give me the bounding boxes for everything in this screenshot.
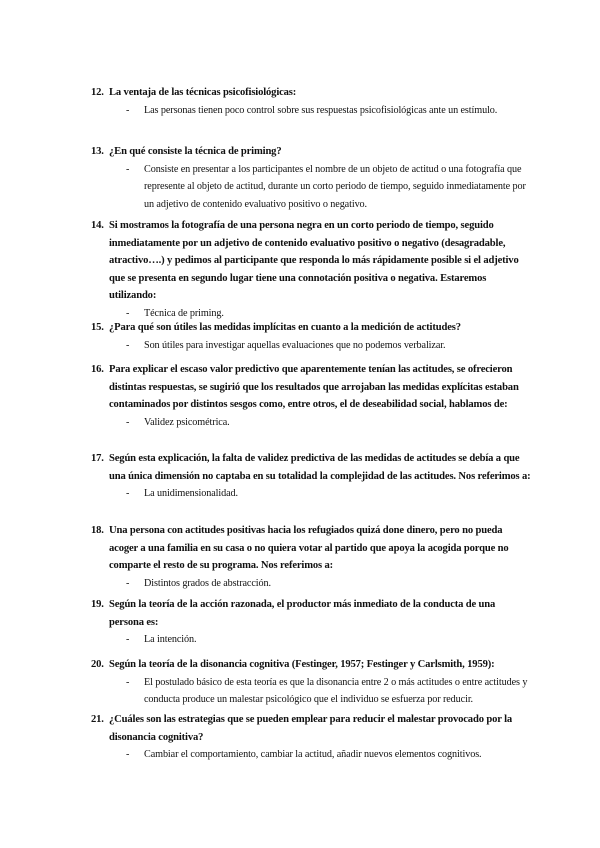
answer-text: La unidimensionalidad. [144, 488, 238, 499]
answer-text: Las personas tienen poco control sobre sus respuestas psicofisiológicas ante un estímulo. [144, 104, 498, 116]
answer-text: Validez psicométrica. [144, 416, 230, 428]
question-item [91, 143, 531, 213]
answer-item [126, 102, 531, 120]
question-heading [91, 711, 531, 746]
question-text: Según la teoría de la acción razonada, el productor más inmediato de la conducta de una persona es: [109, 599, 496, 628]
question-text: Una persona con actitudes positivas hacia los refugiados quizá done dinero, pero no pueda acoger a una familia en su casa o no quiera votar al partido que apoya la acogida porque no comparte el resto de su programa. Nos referimos a: [109, 525, 509, 571]
question-item [91, 450, 531, 503]
question-text: Para explicar el escaso valor predictivo que aparentemente tenían las actitudes, se ofrecieron distintas respuestas, se sugirió que los resultados que arrojaban las medidas explícitas estaban contaminados por distintos sesgos como, entre otros, el de deseabilidad social, hablamos de: [109, 364, 519, 410]
question-item [91, 522, 531, 592]
question-heading [91, 596, 531, 631]
answer-item [126, 337, 531, 355]
question-heading [91, 84, 531, 102]
question-text: ¿En qué consiste la técnica de priming? [109, 146, 282, 157]
answer-item [126, 161, 531, 214]
answer-item [126, 575, 531, 593]
question-heading [91, 319, 531, 337]
answer-text: Son útiles para investigar aquellas evaluaciones que no podemos verbalizar. [144, 339, 446, 351]
bullet-dash: - [126, 307, 130, 319]
question-heading [91, 217, 531, 305]
question-number: 17. [91, 453, 104, 464]
question-number: 15. [91, 322, 104, 333]
question-heading [91, 361, 531, 414]
answer-text: Cambiar el comportamiento, cambiar la actitud, añadir nuevos elementos cognitivos. [144, 749, 482, 760]
question-item [91, 217, 531, 322]
answer-item [126, 485, 531, 503]
question-number: 20. [91, 659, 104, 670]
bullet-dash: - [126, 634, 130, 645]
question-item [91, 84, 531, 119]
question-number: 13. [91, 146, 104, 157]
answer-item [126, 414, 531, 432]
bullet-dash: - [126, 104, 130, 116]
question-text: ¿Para qué son útiles las medidas implícitas en cuanto a la medición de actitudes? [109, 322, 461, 333]
question-number: 14. [91, 220, 104, 231]
question-heading [91, 143, 531, 161]
bullet-dash: - [126, 676, 130, 688]
answer-text: Técnica de priming. [144, 307, 224, 319]
bullet-dash: - [126, 488, 130, 499]
bullet-dash: - [126, 749, 130, 760]
answer-text: El postulado básico de esta teoría es que la disonancia entre 2 o más actitudes o entre actitudes y conducta produce un malestar psicológico que el individuo se esfuerza por reducir. [144, 676, 528, 705]
bullet-dash: - [126, 163, 130, 175]
question-number: 16. [91, 364, 104, 375]
bullet-dash: - [126, 577, 130, 589]
question-text: Si mostramos la fotografía de una persona negra en un corto periodo de tiempo, seguido inmediatamente por un adjetivo de contenido evaluativo positivo o negativo (desagradable, atractivo….) y pedimos al participante que responda lo más rápidamente posible si el adjetivo que se presenta en segundo lugar tiene una connotación positiva o negativa. Estaremos utilizando: [109, 220, 519, 301]
bullet-dash: - [126, 416, 130, 428]
question-item [91, 319, 531, 354]
bullet-dash: - [126, 339, 130, 351]
question-text: Según la teoría de la disonancia cognitiva (Festinger, 1957; Festinger y Carlsmith, 1959): [109, 659, 495, 670]
question-item [91, 656, 531, 709]
question-heading [91, 522, 531, 575]
answer-text: Consiste en presentar a los participantes el nombre de un objeto de actitud o una fotografía que represente al objeto de actitud, durante un corto periodo de tiempo, seguido inmediatamente por un adjetivo de contenido evaluativo positivo o negativo. [144, 163, 526, 210]
question-item [91, 711, 531, 764]
question-heading [91, 656, 531, 674]
answer-text: Distintos grados de abstracción. [144, 577, 271, 589]
answer-text: La intención. [144, 634, 197, 645]
question-item [91, 361, 531, 431]
question-number: 19. [91, 599, 104, 610]
answer-item [126, 746, 531, 764]
question-item [91, 596, 531, 649]
answer-item [126, 674, 531, 709]
question-number: 18. [91, 525, 104, 536]
question-number: 21. [91, 714, 104, 725]
question-text: La ventaja de las técnicas psicofisiológicas: [109, 87, 297, 98]
question-heading [91, 450, 531, 485]
question-text: Según esta explicación, la falta de validez predictiva de las medidas de actitudes se debía a que una única dimensión no captaba en su totalidad la complejidad de las actitudes. Nos referimos a: [109, 453, 531, 482]
answer-item [126, 631, 531, 649]
question-number: 12. [91, 87, 104, 98]
question-text: ¿Cuáles son las estrategias que se pueden emplear para reducir el malestar provocado por la disonancia cognitiva? [109, 714, 513, 743]
